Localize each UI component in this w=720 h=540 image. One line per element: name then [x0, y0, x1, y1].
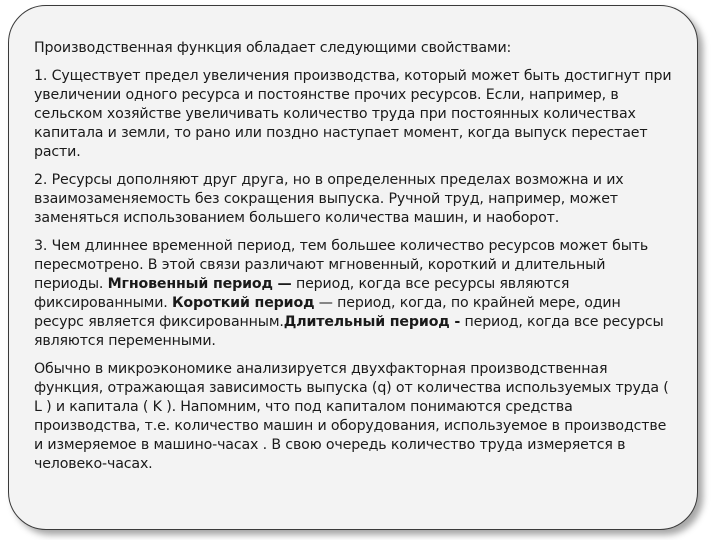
term-long-period: Длительный период - [283, 314, 461, 330]
term-short-period: Короткий период [171, 295, 315, 311]
paragraph-1: 1. Существует предел увеличения производства, который может быть достигнут при увеличении одного ресурса и постоянстве прочих ресурсов. Если, например, в сельском хозяйстве увеличивать количество труда при постоянных количествах капитала и земли, то рано или поздно наступает момент, когда выпуск перестает расти. [34, 68, 672, 160]
def-instant-period: период, когда все ресурсы являются фиксированными. [34, 276, 570, 311]
paragraph-4: Обычно в микроэкономике анализируется двухфакторная производственная функция, отражающая зависимость выпуска (q) от количества используемых труда ( L ) и капитала ( K ). Напомним, что под капиталом понимаются средства производства, т.е. количество машин и оборудования, используемое в производстве и измеряемое в машино-часах . В свою очередь количество труда измеряется в человеко-часах. [34, 361, 669, 472]
def-short-period: — период, когда, по крайней мере, один ресурс является фиксированным. [34, 295, 621, 330]
def-long-period: период, когда все ресурсы являются переменными. [34, 314, 664, 349]
paragraph-3 [34, 237, 674, 351]
paragraph-2: 2. Ресурсы дополняют друг друга, но в определенных пределах возможна и их взаимозаменяемость без сокращения выпуска. Ручной труд, например, может заменяться использованием большего количества машин, и наоборот. [34, 172, 624, 226]
text-content [34, 39, 674, 483]
paragraph-3-lead: 3. Чем длиннее временной период, тем большее количество ресурсов может быть пересмотрено. В этой связи различают мгновенный, короткий и длительный периоды. [34, 238, 649, 292]
text-card [8, 5, 698, 530]
term-instant-period: Мгновенный период — [107, 276, 292, 292]
intro-line: Производственная функция обладает следующими свойствами: [34, 40, 512, 56]
